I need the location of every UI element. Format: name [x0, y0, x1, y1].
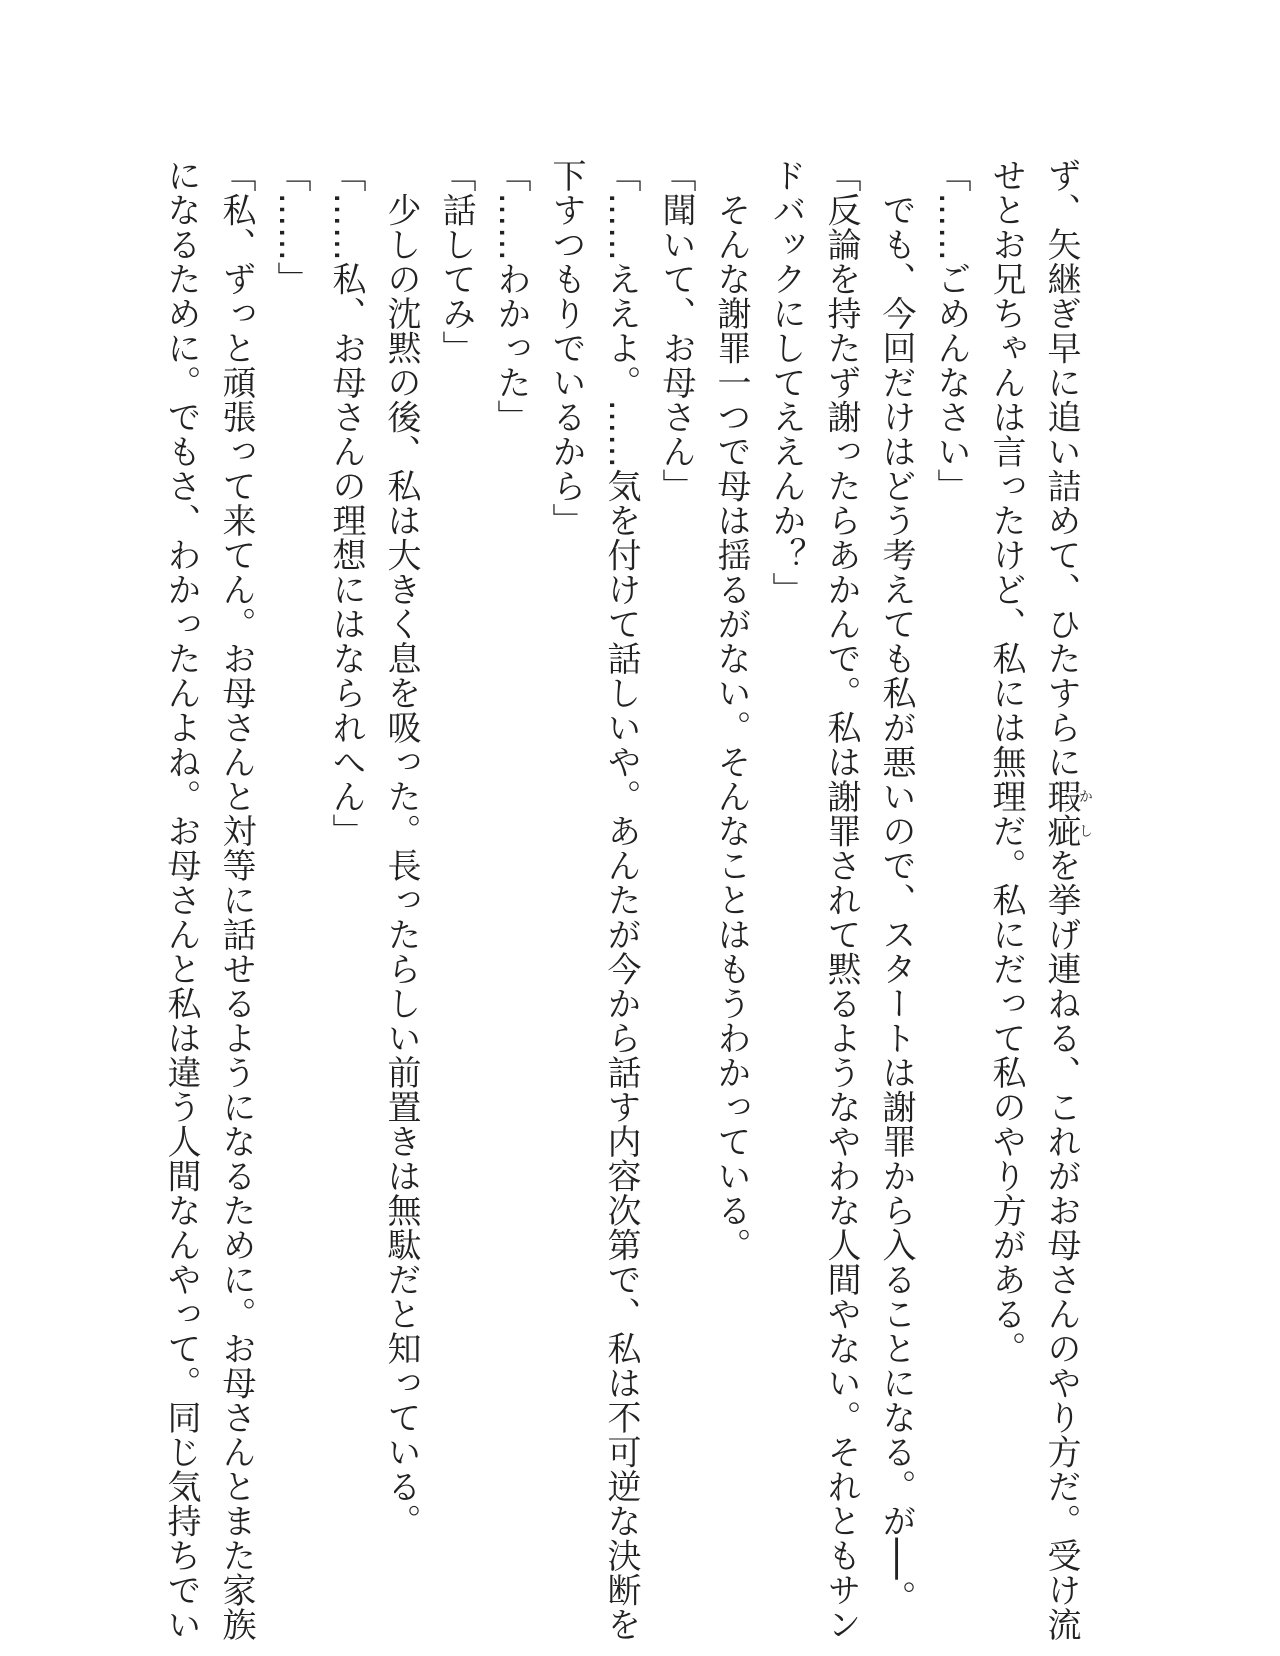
vertical-text-block [153, 158, 1093, 1642]
ruby-reading: かし [1077, 779, 1093, 848]
text-line-14: 「……私、お母さんの理想にはなられへん」 [326, 158, 366, 848]
text-line-4: でも、今回だけはどう考えても私が悪いので、スタートは謝罪から入ることになる。が──。 [876, 158, 916, 1615]
ruby-base: 瑕疵 [1041, 779, 1081, 848]
text-line-13: 少しの沈黙の後、私は大きく息を吸った。長ったらしい前置きは無駄だと知っている。 [381, 158, 421, 1538]
text-line-10: 下すつもりでいるから」 [546, 158, 586, 538]
text-line-15: 「……」 [271, 158, 311, 296]
text-line-3: 「……ごめんなさい」 [931, 158, 971, 503]
text-line-2: せとお兄ちゃんは言ったけど、私には無理だ。私にだって私のやり方がある。 [986, 158, 1026, 1366]
text-line-7: そんな謝罪一つで母は揺るがない。そんなことはもうわかっている。 [711, 158, 751, 1262]
ruby-annotation [1041, 779, 1093, 848]
text-line-8: 「聞いて、お母さん」 [656, 158, 696, 503]
text-line-6: ドバックにしてええんか？」 [766, 158, 806, 607]
text-line-16: 「私、ずっと頑張って来てん。お母さんと対等に話せるようになるために。お母さんとまた家族 [216, 158, 256, 1642]
text-line-5: 「反論を持たず謝ったらあかんで。私は謝罪されて黙るようなやわな人間やない。それともサン [821, 158, 861, 1642]
text-line-17: になるために。でもさ、わかったんよね。お母さんと私は違う人間なんやって。同じ気持ちでい [161, 158, 201, 1642]
text-line-1-before: ず、矢継ぎ早に追い詰めて、ひたすらに [1041, 158, 1081, 779]
text-line-9: 「……ええよ。……気を付けて話しいや。あんたが今から話す内容次第で、私は不可逆な決断を [601, 158, 641, 1642]
text-line-12: 「話してみ」 [436, 158, 476, 365]
text-line-1-after: を挙げ連ねる、これがお母さんのやり方だ。受け流 [1041, 848, 1081, 1642]
text-line-1 [1033, 158, 1093, 1642]
text-line-11: 「……わかった」 [491, 158, 531, 434]
